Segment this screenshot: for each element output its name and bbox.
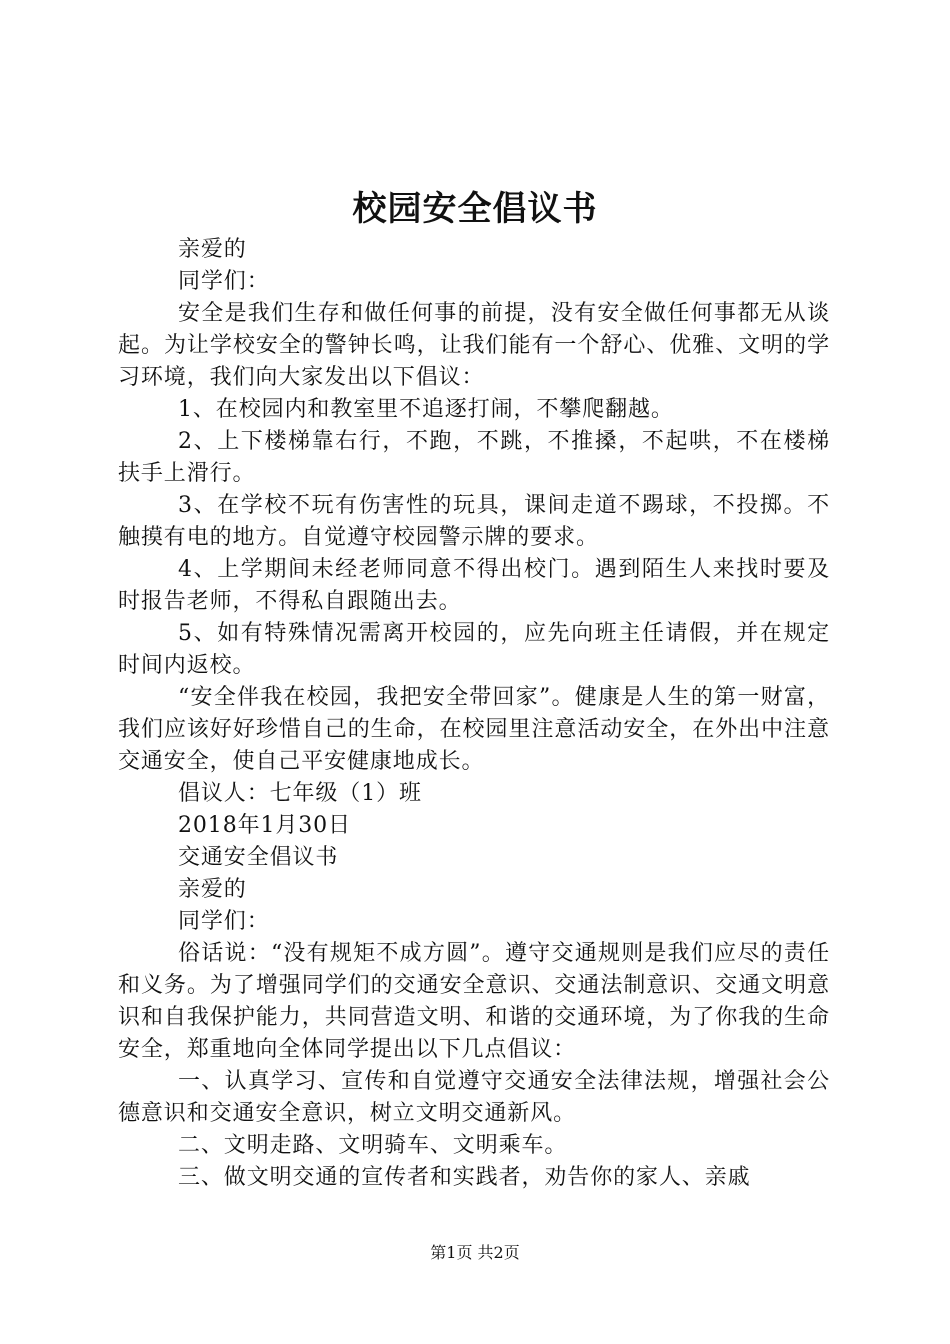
section-heading: 交通安全倡议书 bbox=[178, 845, 339, 870]
signature-line: 倡议人：七年级（1）班 bbox=[178, 781, 422, 806]
paragraph: 1、在校园内和教室里不追逐打闹，不攀爬翻越。 bbox=[178, 397, 674, 422]
page-number-footer: 第1页 共2页 bbox=[430, 1243, 520, 1262]
paragraph: 俗话说：“没有规矩不成方圆”。遵守交通规则是我们应尽的责任和义务。为了增强同学们的交通安全意识、交通法制意识、交通文明意识和自我保护能力，共同营造文明、和谐的交通环境，为了你我的生命安全，郑重地向全体同学提出以下几点倡议： bbox=[118, 941, 830, 1062]
paragraph: 5、如有特殊情况需离开校园的，应先向班主任请假，并在规定时间内返校。 bbox=[118, 621, 830, 678]
paragraph: 一、认真学习、宣传和自觉遵守交通安全法律法规，增强社会公德意识和交通安全意识，树立文明交通新风。 bbox=[118, 1069, 830, 1126]
paragraph: 二、文明走路、文明骑车、文明乘车。 bbox=[178, 1133, 568, 1158]
paragraph: 安全是我们生存和做任何事的前提，没有安全做任何事都无从谈起。为让学校安全的警钟长鸣，让我们能有一个舒心、优雅、文明的学习环境，我们向大家发出以下倡议： bbox=[118, 301, 830, 390]
paragraph: 同学们： bbox=[178, 269, 270, 294]
paragraph: “安全伴我在校园，我把安全带回家”。健康是人生的第一财富，我们应该好好珍惜自己的生命，在校园里注意活动安全，在外出中注意交通安全，使自己平安健康地成长。 bbox=[118, 685, 830, 774]
paragraph: 3、在学校不玩有伤害性的玩具，课间走道不踢球，不投掷。不触摸有电的地方。自觉遵守校园警示牌的要求。 bbox=[118, 493, 830, 550]
paragraph: 亲爱的 bbox=[178, 877, 247, 902]
paragraph: 三、做文明交通的宣传者和实践者，劝告你的家人、亲戚 bbox=[178, 1165, 751, 1190]
paragraph: 2、上下楼梯靠右行，不跑，不跳，不推搡，不起哄，不在楼梯扶手上滑行。 bbox=[118, 429, 830, 486]
paragraph: 4、上学期间未经老师同意不得出校门。遇到陌生人来找时要及时报告老师，不得私自跟随出去。 bbox=[118, 557, 830, 614]
document-title: 校园安全倡议书 bbox=[352, 189, 598, 229]
paragraph: 同学们： bbox=[178, 909, 270, 934]
paragraph: 亲爱的 bbox=[178, 237, 247, 262]
document-body bbox=[118, 234, 830, 1194]
date-line: 2018年1月30日 bbox=[178, 813, 351, 838]
